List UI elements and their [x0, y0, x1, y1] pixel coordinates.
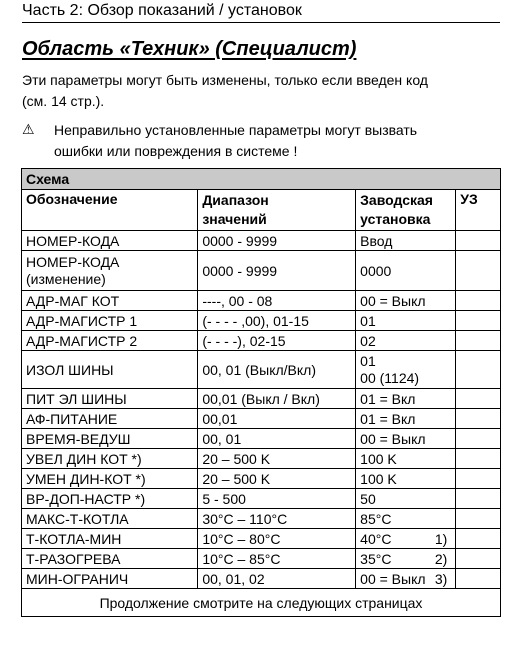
cell-name: ПИТ ЭЛ ШИНЫ	[22, 389, 198, 409]
table-row	[22, 429, 501, 449]
cell-default	[356, 549, 456, 569]
cell-range: 00,01	[198, 409, 356, 429]
cell-default-line-2: 00 (1124)	[360, 369, 420, 386]
cell-user	[456, 509, 501, 529]
intro-paragraph	[22, 70, 492, 112]
cell-default-line-1: 01	[360, 352, 376, 369]
cell-range: 00, 01, 02	[198, 569, 356, 589]
cell-user	[456, 449, 501, 469]
table-row	[22, 509, 501, 529]
cell-default: 01 = Вкл	[356, 389, 456, 409]
table-header-row	[22, 190, 501, 231]
cell-range: 0000 - 9999	[198, 231, 356, 251]
cell-range: 5 - 500	[198, 489, 356, 509]
cell-default-value: 40°C	[360, 530, 392, 547]
table-row	[22, 549, 501, 569]
parameters-table	[21, 168, 501, 617]
cell-range: (- - - -), 02-15	[198, 331, 356, 351]
cell-name: Т-РАЗОГРЕВА	[22, 549, 198, 569]
column-header-range	[198, 190, 356, 231]
cell-user	[456, 569, 501, 589]
cell-default-value: 00 = Выкл	[360, 570, 426, 587]
intro-line-2: (см. 14 стр.).	[22, 93, 105, 109]
warning-line-2: ошибки или повреждения в системе !	[54, 143, 298, 159]
table-row	[22, 251, 501, 291]
cell-default: 00 = Выкл	[356, 291, 456, 311]
column-header-default	[356, 190, 456, 231]
cell-range: (- - - - ,00), 01-15	[198, 311, 356, 331]
column-header-name: Обозначение	[22, 190, 198, 231]
column-header-default-line-1: Заводская	[360, 192, 433, 208]
cell-user	[456, 489, 501, 509]
table-footer-row	[22, 589, 501, 617]
cell-default	[356, 569, 456, 589]
footnote-marker: 3)	[434, 570, 448, 587]
cell-range: 20 – 500 K	[198, 469, 356, 489]
cell-default: 50	[356, 489, 456, 509]
intro-line-1: Эти параметры могут быть изменены, только если введен код	[22, 72, 428, 88]
cell-name	[22, 251, 198, 291]
table-row	[22, 351, 501, 389]
cell-default: 01 = Вкл	[356, 409, 456, 429]
table-row	[22, 489, 501, 509]
cell-name-line-1: НОМЕР-КОДА	[26, 253, 120, 270]
cell-default: 01	[356, 311, 456, 331]
cell-name: ВРЕМЯ-ВЕДУШ	[22, 429, 198, 449]
cell-name: НОМЕР-КОДА	[22, 231, 198, 251]
column-header-user: УЗ	[456, 190, 501, 231]
cell-name-line-2: (изменение)	[26, 270, 106, 287]
table-section-row	[22, 169, 501, 190]
cell-name: АФ-ПИТАНИЕ	[22, 409, 198, 429]
section-title: Область «Техник» (Специалист)	[22, 38, 357, 60]
cell-range: 20 – 500 K	[198, 449, 356, 469]
cell-user	[456, 231, 501, 251]
warning-line-1: Неправильно установленные параметры могут вызвать	[54, 122, 418, 138]
cell-user	[456, 331, 501, 351]
table-row	[22, 469, 501, 489]
table-row	[22, 409, 501, 429]
cell-user	[456, 409, 501, 429]
cell-default-value: 35°C	[360, 550, 392, 567]
column-header-range-line-2: значений	[202, 211, 267, 227]
cell-default: Ввод	[356, 231, 456, 251]
cell-default: 0000	[356, 251, 456, 291]
cell-range: 30°C – 110°C	[198, 509, 356, 529]
cell-user	[456, 311, 501, 331]
cell-user	[456, 291, 501, 311]
table-row	[22, 449, 501, 469]
column-header-default-line-2: установка	[360, 211, 431, 227]
cell-default: 85°C	[356, 509, 456, 529]
cell-name: МИН-ОГРАНИЧ	[22, 569, 198, 589]
cell-name: МАКС-Т-КОТЛА	[22, 509, 198, 529]
page-header: Часть 2: Обзор показаний / установок	[22, 0, 500, 23]
cell-name: ВР-ДОП-НАСТР *)	[22, 489, 198, 509]
cell-range: 00,01 (Выкл / Вкл)	[198, 389, 356, 409]
warning-triangle-icon: ⚠	[22, 121, 35, 137]
cell-user	[456, 429, 501, 449]
table-row	[22, 389, 501, 409]
cell-user	[456, 469, 501, 489]
cell-range: 00, 01 (Выкл/Вкл)	[198, 351, 356, 389]
cell-range: ----, 00 - 08	[198, 291, 356, 311]
cell-default: 00 = Выкл	[356, 429, 456, 449]
cell-default: 100 K	[356, 449, 456, 469]
cell-name: УМЕН ДИН-КОТ *)	[22, 469, 198, 489]
cell-range: 10°C – 85°C	[198, 549, 356, 569]
cell-name: Т-КОТЛА-МИН	[22, 529, 198, 549]
warning-text	[54, 120, 494, 162]
table-footer-text: Продолжение смотрите на следующих страницах	[22, 589, 501, 617]
cell-default	[356, 529, 456, 549]
footnote-marker: 2)	[434, 550, 448, 567]
cell-name: АДР-МАГ КОТ	[22, 291, 198, 311]
cell-name: АДР-МАГИСТР 1	[22, 311, 198, 331]
cell-user	[456, 351, 501, 389]
table-row	[22, 291, 501, 311]
cell-name: АДР-МАГИСТР 2	[22, 331, 198, 351]
footnote-marker: 1)	[434, 530, 448, 547]
cell-default: 100 K	[356, 469, 456, 489]
cell-range: 00, 01	[198, 429, 356, 449]
table-section-title: Схема	[22, 169, 501, 190]
table-row	[22, 331, 501, 351]
column-header-range-line-1: Диапазон	[202, 192, 269, 208]
cell-default: 02	[356, 331, 456, 351]
table-row	[22, 231, 501, 251]
cell-range: 10°C – 80°C	[198, 529, 356, 549]
table-row	[22, 569, 501, 589]
cell-name: ИЗОЛ ШИНЫ	[22, 351, 198, 389]
cell-user	[456, 529, 501, 549]
cell-default	[356, 351, 456, 389]
table-row	[22, 311, 501, 331]
cell-user	[456, 549, 501, 569]
cell-user	[456, 389, 501, 409]
table-row	[22, 529, 501, 549]
cell-user	[456, 251, 501, 291]
cell-range: 0000 - 9999	[198, 251, 356, 291]
cell-name: УВЕЛ ДИН КОТ *)	[22, 449, 198, 469]
